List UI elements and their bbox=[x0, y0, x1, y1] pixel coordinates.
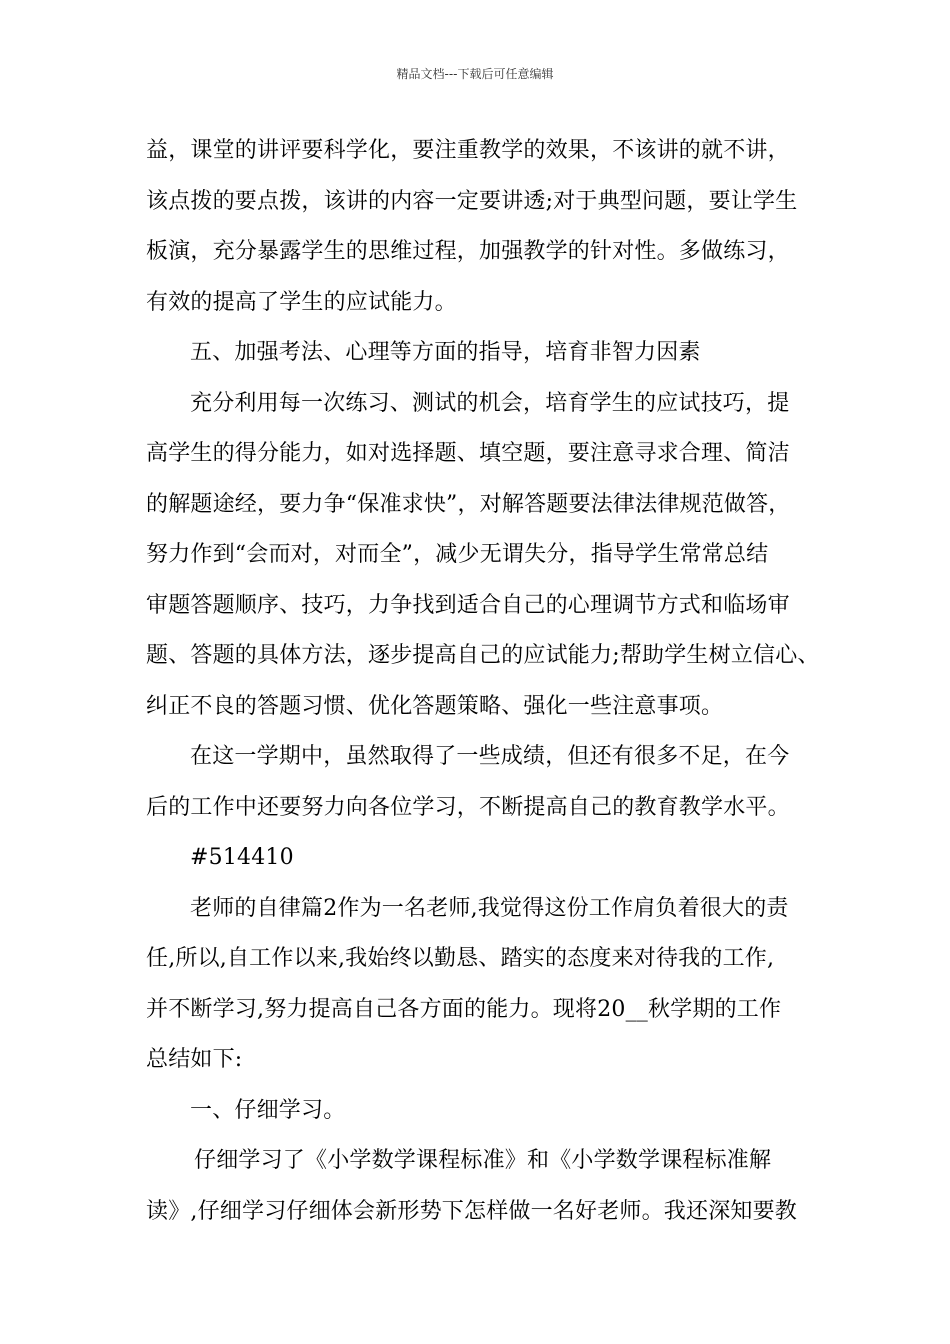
text-line: 题、答题的具体方法，逐步提高自己的应试能力;帮助学生树立信心、 bbox=[146, 643, 820, 668]
document-body bbox=[146, 126, 826, 1237]
text-line: 在这一学期中，虽然取得了一些成绩，但还有很多不足，在今 bbox=[190, 744, 790, 769]
text-line: 审题答题顺序、技巧，力争找到适合自己的心理调节方式和临场审 bbox=[146, 592, 790, 618]
document-id: #514410 bbox=[190, 845, 294, 870]
text-line: 仔细学习了《小学数学课程标准》和《小学数学课程标准解 bbox=[194, 1148, 772, 1173]
text-line: 后的工作中还要努力向各位学习，不断提高自己的教育教学水平。 bbox=[146, 794, 790, 820]
text-line: 老师的自律篇2作为一名老师,我觉得这份工作肩负着很大的责 bbox=[190, 895, 789, 921]
text-line: 益，课堂的讲评要科学化，要注重教学的效果，不该讲的就不讲， bbox=[146, 138, 790, 163]
text-line: 努力作到“会而对，对而全”，减少无谓失分，指导学生常常总结 bbox=[146, 542, 769, 567]
text-line: 充分利用每一次练习、测试的机会，培育学生的应试技巧，提 bbox=[190, 390, 790, 416]
text-line: 并不断学习,努力提高自己各方面的能力。现将20__秋学期的工作 bbox=[146, 996, 782, 1022]
text-line: 读》,仔细学习仔细体会新形势下怎样做一名好老师。我还深知要教 bbox=[146, 1198, 797, 1224]
text-line: 该点拨的要点拨，该讲的内容一定要讲透;对于典型问题，要让学生 bbox=[146, 188, 798, 214]
text-line: 纠正不良的答题习惯、优化答题策略、强化一些注意事项。 bbox=[146, 693, 724, 719]
text-line: 的解题途经，要力争“保准求快”，对解答题要法律法律规范做答， bbox=[146, 491, 791, 517]
text-line: 高学生的得分能力，如对选择题、填空题，要注意寻求合理、简洁 bbox=[146, 441, 790, 466]
text-line: 有效的提高了学生的应试能力。 bbox=[146, 289, 457, 315]
text-line: 板演，充分暴露学生的思维过程，加强教学的针对性。多做练习， bbox=[146, 239, 790, 264]
section-heading: 一、仔细学习。 bbox=[190, 1097, 346, 1123]
page-header: 精品文档---下载后可任意编辑 bbox=[396, 67, 554, 81]
text-line: 任,所以,自工作以来,我始终以勤恳、踏实的态度来对待我的工作, bbox=[146, 946, 775, 971]
section-heading: 五、加强考法、心理等方面的指导，培育非智力因素 bbox=[190, 340, 701, 365]
text-line: 总结如下: bbox=[146, 1047, 243, 1072]
